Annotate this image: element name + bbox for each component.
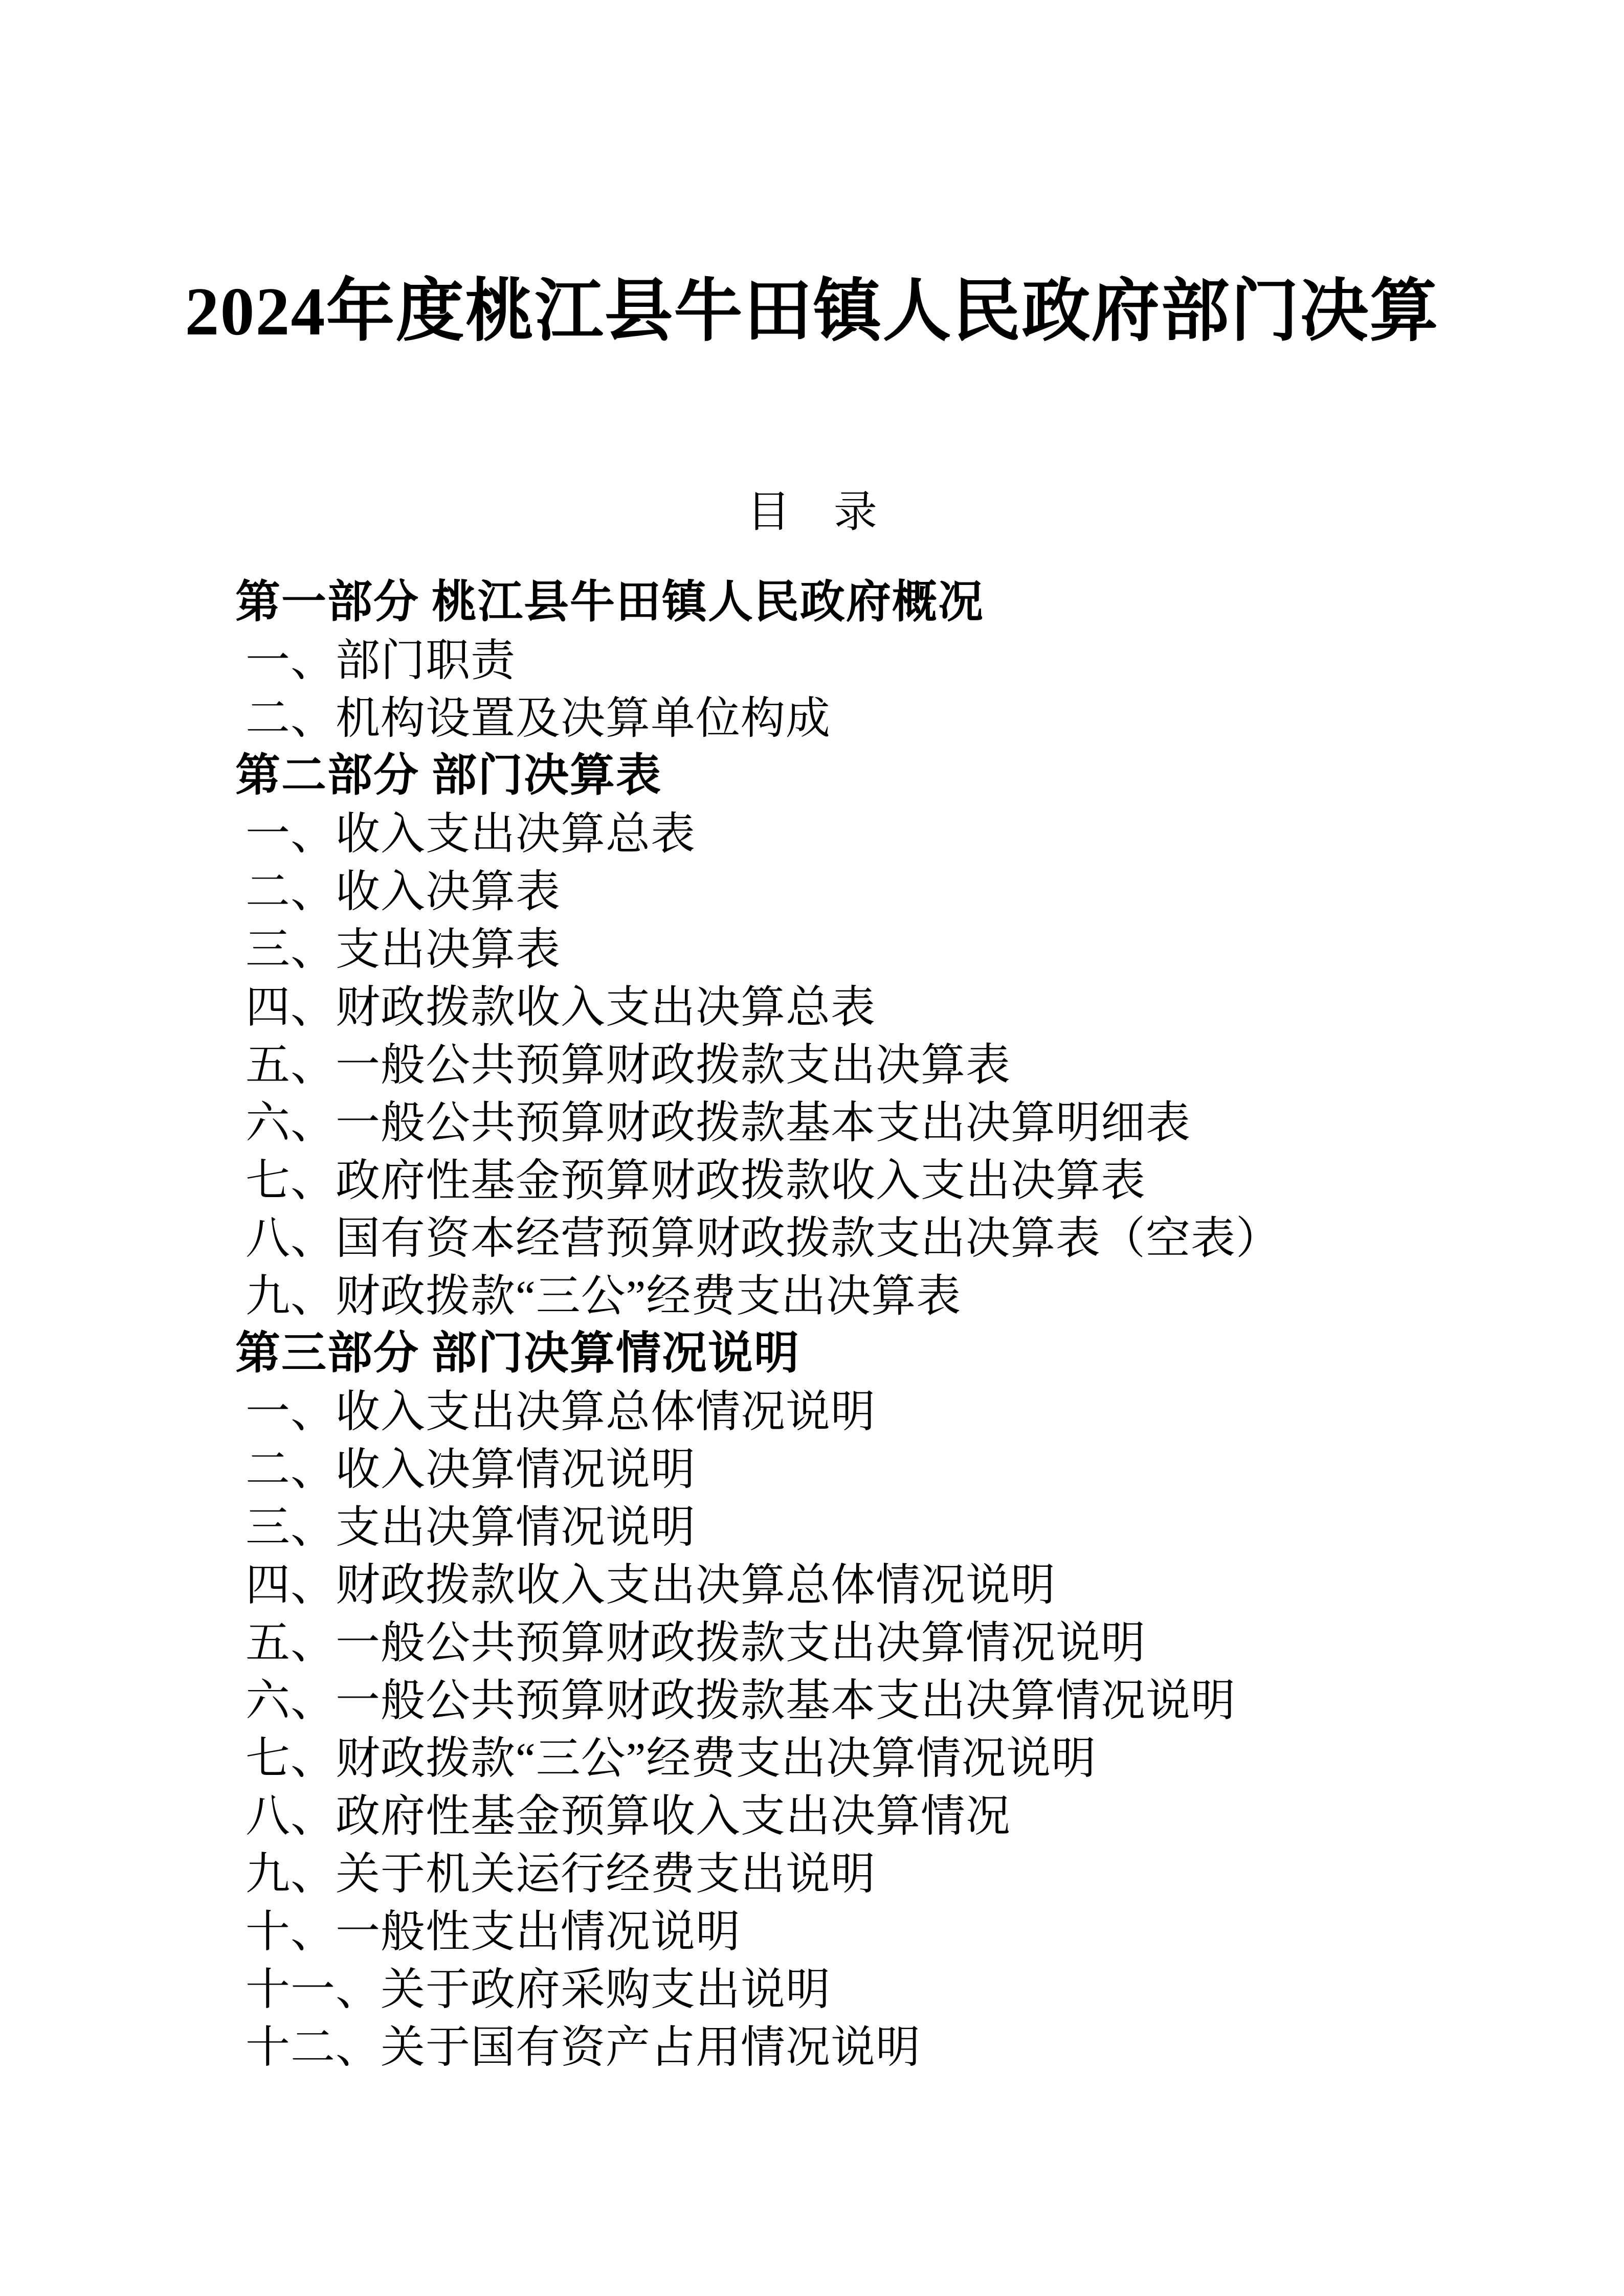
toc-item: 六、一般公共预算财政拨款基本支出决算情况说明 — [246, 1676, 1236, 1725]
toc-item: 二、机构设置及决算单位构成 — [246, 693, 831, 743]
toc-item: 六、一般公共预算财政拨款基本支出决算明细表 — [246, 1098, 1191, 1147]
toc-section-heading: 第二部分 部门决算表 — [235, 751, 662, 801]
toc-item: 一、收入支出决算总体情况说明 — [246, 1387, 876, 1436]
toc-item: 一、部门职责 — [246, 636, 516, 685]
toc-item: 十、一般性支出情况说明 — [246, 1907, 741, 1956]
toc-item: 一、收入支出决算总表 — [246, 809, 696, 859]
table-of-contents — [0, 574, 1624, 2076]
toc-item: 二、收入决算表 — [246, 867, 561, 916]
toc-item: 四、财政拨款收入支出决算总体情况说明 — [246, 1560, 1056, 1610]
toc-item: 十二、关于国有资产占用情况说明 — [246, 2022, 921, 2072]
toc-item: 五、一般公共预算财政拨款支出决算情况说明 — [246, 1618, 1146, 1668]
toc-item: 八、政府性基金预算收入支出决算情况 — [246, 1791, 1011, 1841]
toc-item: 三、支出决算情况说明 — [246, 1502, 696, 1552]
toc-section-heading: 第一部分 桃江县牛田镇人民政府概况 — [235, 578, 985, 627]
toc-item: 十一、关于政府采购支出说明 — [246, 1965, 831, 2014]
toc-item: 四、财政拨款收入支出决算总表 — [246, 982, 876, 1032]
toc-item: 七、政府性基金预算财政拨款收入支出决算表 — [246, 1156, 1146, 1205]
toc-item: 七、财政拨款“三公”经费支出决算情况说明 — [246, 1734, 1097, 1783]
toc-section-heading: 第三部分 部门决算情况说明 — [235, 1329, 800, 1379]
toc-heading: 目 录 — [746, 488, 877, 536]
page-title: 2024年度桃江县牛田镇人民政府部门决算 — [185, 274, 1439, 349]
toc-item: 八、国有资本经营预算财政拨款支出决算表（空表） — [246, 1213, 1281, 1263]
toc-item: 九、财政拨款“三公”经费支出决算表 — [246, 1271, 962, 1321]
toc-item: 五、一般公共预算财政拨款支出决算表 — [246, 1040, 1011, 1090]
toc-item: 三、支出决算表 — [246, 925, 561, 974]
toc-item: 九、关于机关运行经费支出说明 — [246, 1849, 876, 1899]
toc-item: 二、收入决算情况说明 — [246, 1445, 696, 1494]
